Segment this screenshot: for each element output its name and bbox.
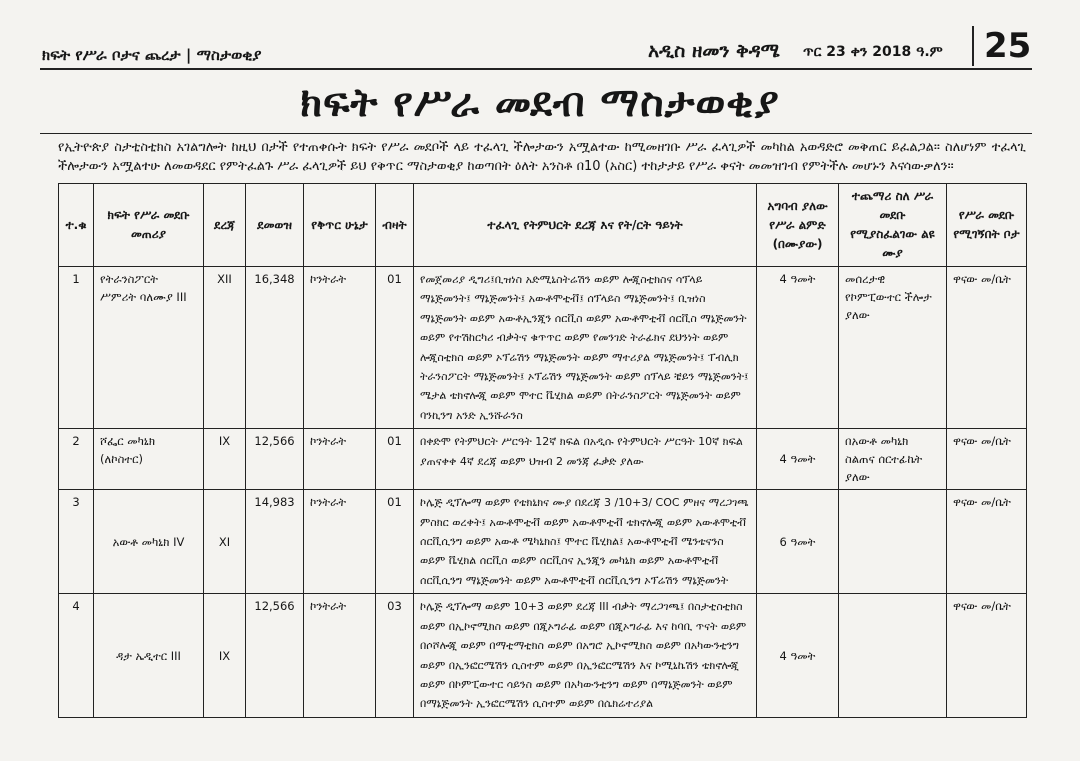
row-experience: 4 ዓመት xyxy=(757,267,839,429)
row-employment: ኮንትራት xyxy=(304,429,376,490)
row-qty: 01 xyxy=(376,267,414,429)
row-salary: 12,566 xyxy=(246,594,304,717)
table-header-row xyxy=(59,184,1027,267)
row-salary: 16,348 xyxy=(246,267,304,429)
row-qty: 01 xyxy=(376,429,414,490)
newspaper-name: አዲስ ዘመን ቅዳሜ xyxy=(648,40,780,62)
row-grade: XII xyxy=(204,267,246,429)
row-location: ዋናው መ/ቤት xyxy=(947,490,1027,594)
header-experience: አግባብ ያለው የሥራ ልምድ (በሙያው) xyxy=(757,184,839,267)
page-title: ክፍት የሥራ መደብ ማስታወቂያ xyxy=(300,80,780,126)
row-additional: በአውቶ መካኒክ ስልጠና ሰርተፊኬት ያለው xyxy=(839,429,947,490)
row-location: ዋናው መ/ቤት xyxy=(947,267,1027,429)
row-grade: IX xyxy=(204,429,246,490)
row-employment: ኮንትራት xyxy=(304,490,376,594)
row-salary: 12,566 xyxy=(246,429,304,490)
row-additional: መሰረታዊ የኮምፒውተር ችሎታ ያለው xyxy=(839,267,947,429)
row-education: ኮሌጅ ዲፕሎማ ወይም የቴክኒክና ሙያ በደረጃ 3 /10+3/ COC ምዘና ማረጋገጫ ምስክር ወረቀት፤ አውቶሞቲቭ ወይም አውቶሞቲቭ ቴክኖሎጂ ወይም አውቶሞቲቭ ሰርቪሲንግ ወይም አውቶ ሜካኒክስ፤ ሞተር ቬሂክል፤ አውቶሞቲቭ ሜንቴናንስ ወይም ቬሂክል ሰርቪስ ወይም ሰርቪስና ኢንጂን መካኒክ ወይም አውቶሞቲቭ ሰርቪሲንግ ማኔጅመንት ወይም አውቶሞቲቭ ሰርቪሲንግ ኦፕሬሽን ማኔጅመንት xyxy=(414,490,757,594)
row-grade: IX xyxy=(204,594,246,717)
row-position: ዳታ ኤዲተር III xyxy=(94,594,204,717)
header-position: ክፍት የሥራ መደቡ መጠሪያ xyxy=(94,184,204,267)
row-no: 3 xyxy=(59,490,94,594)
header-grade: ደረጃ xyxy=(204,184,246,267)
header-rule xyxy=(40,68,1032,70)
row-position: የትራንስፖርት ሥምሪት ባለሙያ III xyxy=(94,267,204,429)
row-additional xyxy=(839,490,947,594)
row-education: ኮሌጅ ዲፕሎማ ወይም 10+3 ወይም ደረጃ III ብቃት ማረጋገጫ፤ በስታቲስቲክስ ወይም በኢኮኖሚክስ ወይም በጂኦግራፊ ወይም በጂኦግራፊ እና ከባቢ ጥናት ወይም በሶሾሎጂ ወይም በማቲማቲክስ ወይም በአግሮ ኢኮኖሚክስ ወይም በአካውንቲንግ ወይም በኢንፎርሜሽን ሲስተም ወይም በኢንፎርሜሽን እና ኮሚኒኬሽን ቴክኖሎጂ ወይም በኮምፒውተር ሳይንስ ወይም በአካውንቲንግ ወይም በማኔጅመንት ወይም በማኔጅመንት ኢንፎርሜሽን ሲስተም ወይም በሴክሬተሪያል xyxy=(414,594,757,717)
title-rule xyxy=(40,133,1032,134)
header-education: ተፈላጊ የትምህርት ደረጃ እና የት/ርት ዓይነት xyxy=(414,184,757,267)
header-no: ተ.ቁ xyxy=(59,184,94,267)
issue-date: ጥር 23 ቀን 2018 ዓ.ም xyxy=(803,44,943,60)
vacancy-table-wrapper xyxy=(58,183,1026,718)
row-education: የመጀመሪያ ዲግሪ፤ቢዝነስ አድሚኒስትሬሽን ወይም ሎጂስቲክስና ሳፕላይ ማኔጅመንት፤ ማኔጅመንት፤ አውቶሞቲቭ፤ ሰፕላይስ ማኔጅመንት፤ ቢዝነስ ማኔጅመንት ወይም አውቶኢንጂን ሰርቪስ ወይም አውቶሞቲቭ ሰርቪስ ማኔጅመንት ወይም የተሽከርካሪ ብቃትና ቁጥጥር ወይም የመንገድ ትራፊክና ደህንነት ወይም ሎጂስቲክስ ወይም ኦፕሬሽን ማኔጅመንት ወይም ማተሪያል ማኔጅመንት፤ ፐብሊክ ትራንስፖርት ማኔጅመንት፤ ኦፕሬሽን ማኔጅመንት ወይም ሰፕላይ ቼይን ማኔጅመንት፤ ሜታል ቴክኖሎጂ ወይም ሞተር ቬሂክል ወይም በትራንስፖርት ማኔጅመንት ወይም ባንኪንግ አንድ ኢንሹራንስ xyxy=(414,267,757,429)
table-row xyxy=(59,594,1027,717)
row-no: 2 xyxy=(59,429,94,490)
row-location: ዋናው መ/ቤት xyxy=(947,594,1027,717)
row-position: አውቶ መካኒክ IV xyxy=(94,490,204,594)
table-row xyxy=(59,490,1027,594)
row-salary: 14,983 xyxy=(246,490,304,594)
row-location: ዋናው መ/ቤት xyxy=(947,429,1027,490)
section-label: ክፍት የሥራ ቦታና ጨረታ | ማስታወቂያ xyxy=(42,46,262,64)
page-header xyxy=(0,0,1080,70)
row-additional xyxy=(839,594,947,717)
row-experience: 4 ዓመት xyxy=(757,429,839,490)
header-additional: ተጨማሪ ስለ ሥራ መደቡ የሚያስፈልገው ልዩ ሙያ xyxy=(839,184,947,267)
vacancy-table xyxy=(58,183,1027,718)
row-employment: ኮንትራት xyxy=(304,267,376,429)
table-row xyxy=(59,267,1027,429)
row-grade: XI xyxy=(204,490,246,594)
row-qty: 01 xyxy=(376,490,414,594)
header-location: የሥራ መደቡ የሚገኝበት ቦታ xyxy=(947,184,1027,267)
header-salary: ደመወዝ xyxy=(246,184,304,267)
row-no: 4 xyxy=(59,594,94,717)
header-employment: የቅጥር ሁኔታ xyxy=(304,184,376,267)
row-no: 1 xyxy=(59,267,94,429)
header-qty: ብዛት xyxy=(376,184,414,267)
row-experience: 6 ዓመት xyxy=(757,490,839,594)
row-position: ሾፌር መካኒክ (ለኮስተር) xyxy=(94,429,204,490)
row-employment: ኮንትራት xyxy=(304,594,376,717)
intro-paragraph: የኢትዮጵያ ስታቲስቲክስ አገልግሎት ከዚህ በታች የተጠቀሱት ክፍት የሥራ መደቦች ላይ ተፈላጊ ችሎታውን አሟልተው ከሚመዘገቡ ሥራ ፈላጊዎች መካከል አወዳድሮ መቅጠር ይፈልጋል። ስለሆነም ተፈላጊ ችሎታውን አሟልተሁ ለመወዳደር የምትፈልጉ ሥራ ፈላጊዎች ይህ የቅጥር ማስታወቂያ ከወጣበት ዕለት አንስቶ በ10 (አስር) ተከታታይ የሥራ ቀናት መመዝገብ የምትችሉ መሆኑን እናሳውቃለን። xyxy=(58,140,1026,174)
row-qty: 03 xyxy=(376,594,414,717)
row-experience: 4 ዓመት xyxy=(757,594,839,717)
table-row xyxy=(59,429,1027,490)
page-number: 25 xyxy=(972,26,1031,66)
row-education: በቀድሞ የትምህርት ሥርዓት 12ኛ ክፍል በአዲሱ የትምህርት ሥርዓት 10ኛ ክፍል ያጠናቀቀ 4ኛ ደረጃ ወይም ህዝብ 2 መንጃ ፈቃድ ያለው xyxy=(414,429,757,490)
